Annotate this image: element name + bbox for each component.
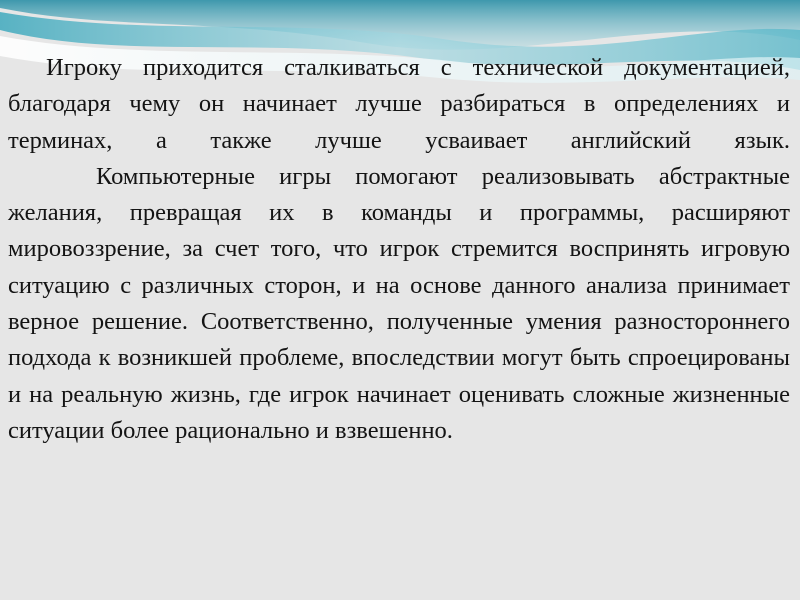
- paragraph-1: Игроку приходится сталкиваться с технической документацией, благодаря чему он начинает лучше разбираться в определениях и терминах, а также лучше усваивает английский язык.: [8, 54, 790, 154]
- paragraph-2: Компьютерные игры помогают реализовывать абстрактные желания, превращая их в команды и программы, расширяют мировоззрение, за счет того, что игрок стремится воспринять игровую ситуацию с различных сторон, и на основе данного анализа принимает верное решение. Соответственно, полученные умения разностороннего подхода к возникшей проблеме, впоследствии могут быть спроецированы и на реальную жизнь, где игрок начинает оценивать сложные жизненные ситуации более рационально и взвешенно.: [8, 162, 790, 444]
- slide-body-text: [8, 50, 790, 449]
